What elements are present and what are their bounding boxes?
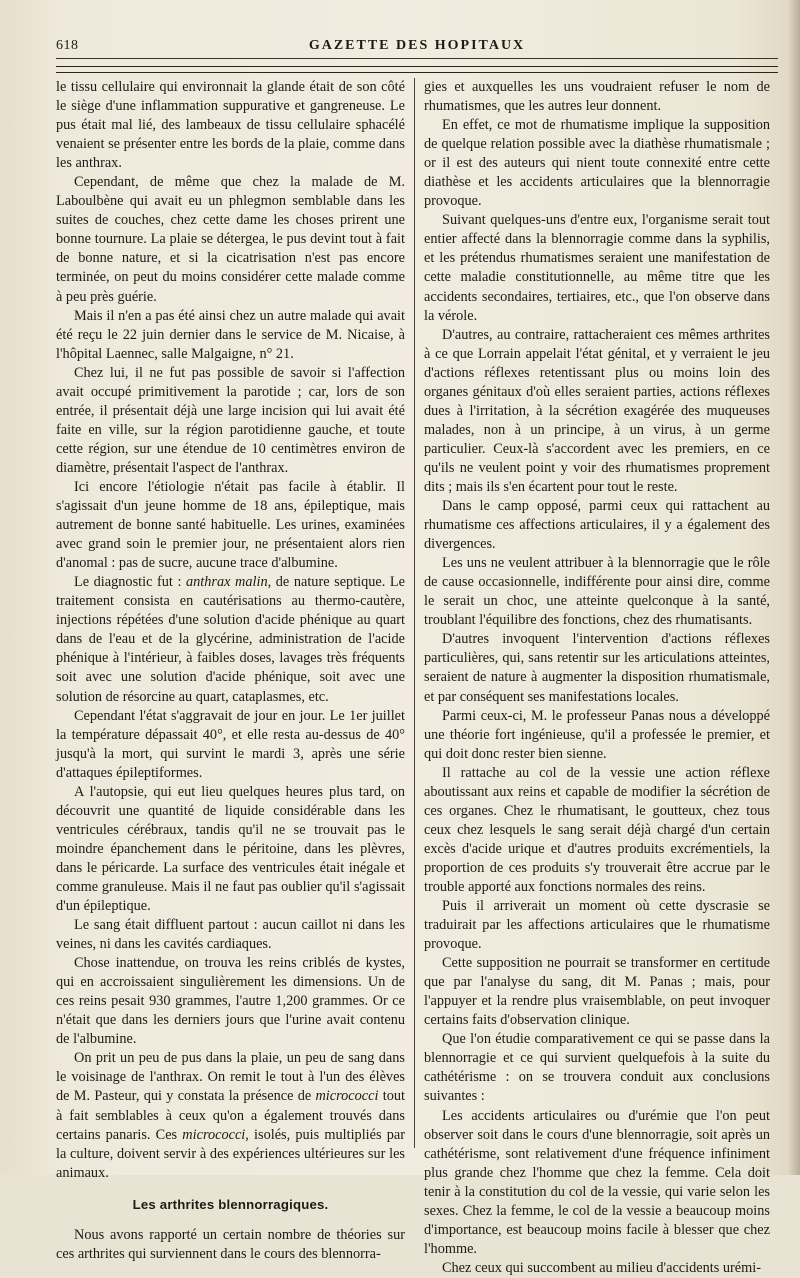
paragraph: A l'autopsie, qui eut lieu quelques heures plus tard, on découvrit une quantité de liquide considérable dans les ventricules cérébraux, tandis qu'il ne se trouvait pas le moindre épanchement dans le péritoine, dans les plèvres, dans le péricarde. La surface des ventricules était inégale et comme granuleuse. Mais il ne faut pas oublier qu'il s'agissait d'un épileptique. <box>56 783 405 915</box>
paragraph: Cette supposition ne pourrait se transformer en certitude que par l'analyse du sang, dit M. Panas ; mais, pour l'appuyer et la rendre plus vraisemblable, on peut invoquer certains faits d'observation clinique. <box>424 955 770 1029</box>
paragraph: Ici encore l'étiologie n'était pas facile à établir. Il s'agissait d'un jeune homme de 18 ans, épileptique, mais autrement de bonne santé habituelle. Les urines, examinées avec grand soin le premier jour, ne présentaient alors rien d'anomal : pas de sucre, aucune trace d'albumine. <box>56 478 405 572</box>
paragraph: Il rattache au col de la vessie une action réflexe aboutissant aux reins et capable de modifier la sécrétion de ces organes. Chez le rhumatisant, le goutteux, chez tous ceux chez lesquels le sang serait déjà chargé d'un certain excès d'acide urique et d'autres produits excrémentiels, la proportion de ces produits s'y trouverait être accrue par le trouble apporté aux fonctions normales des reins. <box>424 764 770 895</box>
italic-term: micrococci <box>315 1088 379 1105</box>
paragraph: Chose inattendue, on trouva les reins criblés de kystes, qui en accroissaient singulièrement les dimensions. Un de ces reins pesait 930 grammes, l'autre 1,200 grammes. Or ce n'était que dans les derniers jours que l'urine avait contenu de l'albumine. <box>56 955 405 1048</box>
paragraph: D'autres, au contraire, rattacheraient ces mêmes arthrites à ce que Lorrain appelait l'état génital, et y verraient le jeu d'actions réflexes retentissant plus ou moins loin des organes génitaux d'où elles seraient parties, actions réflexes dues à l'irritation, à la sécrétion exagérée des muqueuses malades, non à un principe, à un virus, à un germe particulier. Ceux-là s'accordent avec les premiers, en ce qu'ils ne veulent point y voir des rhumatismes proprement dits ; mais ils s'en écartent pour tout le reste. <box>424 326 770 495</box>
page-edge-shadow <box>788 0 800 1175</box>
page-number: 618 <box>56 38 79 53</box>
paragraph: Le sang était diffluent partout : aucun caillot ni dans les veines, ni dans les cavités cardiaques. <box>56 917 405 953</box>
header-double-rule <box>56 66 778 73</box>
paragraph: Parmi ceux-ci, M. le professeur Panas nous a développé une théorie fort ingénieuse, qu'il a professée le premier, et qui doit donc rester bien sienne. <box>424 707 770 762</box>
paragraph: Que l'on étudie comparativement ce qui se passe dans la blennorragie et ce qui survient quelquefois à la suite du cathétérisme : on se trouvera conduit aux conclusions suivantes : <box>424 1031 770 1105</box>
text-run: , de nature septique. Le traitement consista en cautérisations au thermo-cautère, injections répétées d'une solution d'acide phénique au quart dans de l'eau et de la glycérine, administration de l'acide phénique à l'intérieur, à faibles doses, lavages très fréquents soit avec une solution d'acide phénique, soit avec une solution de résorcine au quart, cataplasmes, etc. <box>56 574 406 705</box>
paragraph: Suivant quelques-uns d'entre eux, l'organisme serait tout entier affecté dans la blennorragie comme dans la syphilis, et les prétendus rhumatismes seraient une manifestation de cette maladie constitutionnelle, au même titre que les accidents secondaires, tertiaires, etc., que l'on observe dans la vérole. <box>424 212 770 324</box>
paragraph: le tissu cellulaire qui environnait la glande était de son côté le siège d'une inflammation suppurative et gangreneuse. Le pus était mal lié, des lambeaux de tissu cellulaire sphacélé venaient se présenter entre les bords de la plaie, comme dans les anthrax. <box>56 79 405 172</box>
text-run: , isolés, puis multipliés par la culture, doivent servir à des expériences ultérieures sur les animaux. <box>56 1126 405 1181</box>
paragraph: Puis il arriverait un moment où cette dyscrasie se traduirait par les affections articulaires que le rhumatisme provoque. <box>424 898 770 953</box>
paragraph: Dans le camp opposé, parmi ceux qui rattachent au rhumatisme ces affections articulaires, il y a également des divergences. <box>424 498 770 553</box>
left-column <box>56 78 405 1264</box>
paragraph: Cependant l'état s'aggravait de jour en jour. Le 1er juillet la température dépassait 40°, et elle resta au-dessus de 40° jusqu'à la mort, qui survint le mardi 3, après une série d'attaques épileptiformes. <box>56 707 405 781</box>
paragraph <box>56 573 405 706</box>
journal-title: GAZETTE DES HOPITAUX <box>308 38 526 53</box>
paragraph: Nous avons rapporté un certain nombre de théories sur ces arthrites qui surviennent dans le cours des blennorra- <box>56 1226 405 1262</box>
italic-term: anthrax malin <box>186 574 268 591</box>
paragraph: D'autres invoquent l'intervention d'actions réflexes particulières, qui, sans retentir sur les articulations atteintes, seraient de nature à augmenter la disposition rhumatismale, et par conséquent ses manifestations locales. <box>424 631 770 705</box>
paragraph: En effet, ce mot de rhumatisme implique la supposition de quelque relation possible avec la diathèse rhumatismale ; or il est des auteurs qui nient toute connexité entre cette diathèse et les accidents articulaires que la blennorragie provoque. <box>424 117 770 210</box>
paragraph: gies et auxquelles les uns voudraient refuser le nom de rhumatismes, que les autres leur donnent. <box>424 79 770 115</box>
paragraph: Cependant, de même que chez la malade de M. Laboulbène qui avait eu un phlegmon semblable dans les suites de couches, chez cette dame les choses prirent une bonne tournure. La plaie se détergea, le pus devint tout à fait de bonne nature, et si la cicatrisation n'est pas encore terminée, on peut du moins considérer cette malade comme à peu près guérie. <box>56 174 405 305</box>
paragraph: Mais il n'en a pas été ainsi chez un autre malade qui avait été reçu le 22 juin dernier dans le service de M. Nicaise, à l'hôpital Laennec, salle Malgaigne, n° 21. <box>56 307 405 362</box>
header-rule <box>56 58 778 59</box>
paragraph <box>56 1049 405 1182</box>
column-divider <box>414 78 415 1148</box>
paragraph: Les uns ne veulent attribuer à la blennorragie que le rôle de cause occasionnelle, indifférente pour ainsi dire, comme le serait un choc, une atteinte quelconque à la santé, troublant l'équilibre des fonctions, chez des rhumatisants. <box>424 555 770 629</box>
paragraph: Chez lui, il ne fut pas possible de savoir si l'affection avait occupé primitivement la parotide ; car, lors de son entrée, il présentait déjà une large incision qui lui avait été faite en ville, sur la région parotidienne gauche, et toute cette région, sur une étendue de 10 centimètres environ de diamètre, présentait l'aspect de l'anthrax. <box>56 364 405 476</box>
section-heading: Les arthrites blennorragiques. <box>132 1196 329 1212</box>
text-run: On prit un peu de pus dans la plaie, un peu de sang dans le voisinage de l'anthrax. On remit le tout à l'un des élèves de M. Pasteur, qui y constata la présence de <box>56 1050 405 1105</box>
italic-term: micrococci <box>182 1126 246 1143</box>
text-run: Le diagnostic fut : <box>74 574 186 591</box>
text-run: tout à fait semblables à ceux qu'on a également trouvés dans certains panaris. Ces <box>56 1088 405 1143</box>
paragraph: Chez ceux qui succombent au milieu d'accidents urémi- <box>442 1259 761 1276</box>
right-column <box>424 78 770 1278</box>
page-header <box>56 34 778 56</box>
paragraph: Les accidents articulaires ou d'urémie que l'on peut observer soit dans le cours d'une blennorragie, soit après un cathétérisme, sont relativement d'une fréquence infiniment plus grande chez l'homme que chez la femme. Cela doit tenir à la constitution du col de la vessie, qui varie selon les sexes. Chez la femme, le col de la vessie a beaucoup moins d'importance, est beaucoup moins facile à blesser que chez l'homme. <box>424 1107 770 1257</box>
